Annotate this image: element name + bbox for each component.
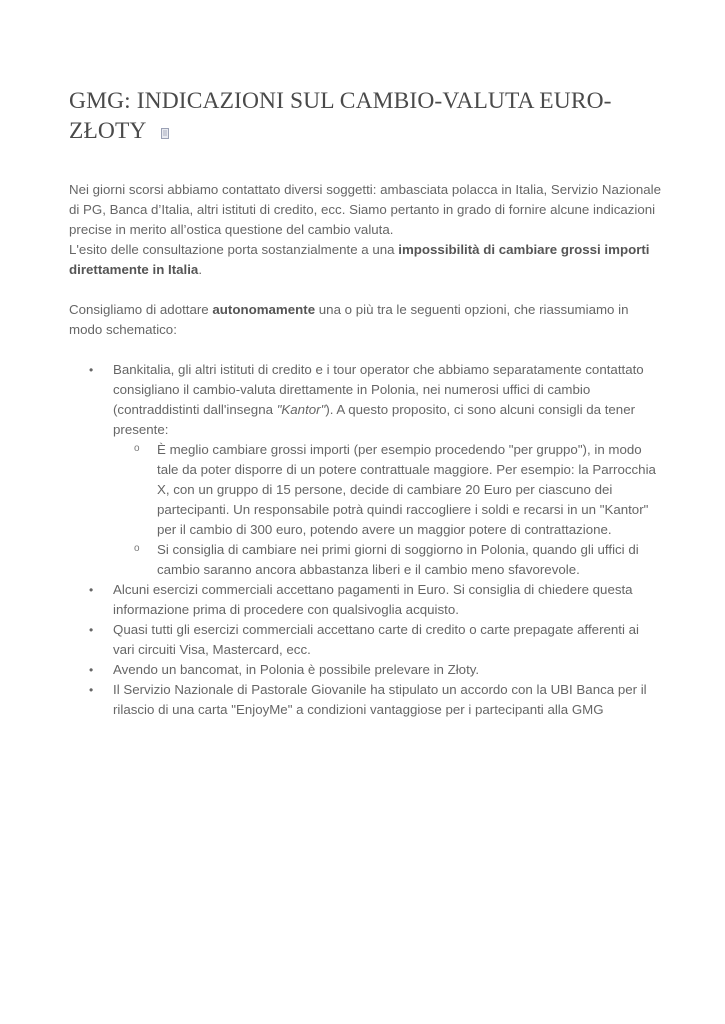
consultation-bold: impossibilità di cambiare grossi importi direttamente in Italia bbox=[69, 242, 650, 277]
bullet-1-italic: "Kantor" bbox=[276, 402, 326, 417]
list-item bbox=[69, 360, 661, 580]
sub-list-item: o È meglio cambiare grossi importi (per esempio procedendo "per gruppo"), in modo tale da poter disporre di un potere contrattuale maggiore. Per esempio: la Parrocchia X, con un gruppo di 15 persone, decide di cambiare 20 Euro per ciascuno dei partecipanti. Un responsabile potrà quindi raccogliere i soldi e recarsi in un "Kantor" per il cambio di 300 euro, potendo avere un maggior potere di contrattazione. bbox=[113, 440, 661, 540]
page-title bbox=[69, 86, 661, 146]
advice-bold: autonomamente bbox=[212, 302, 316, 317]
options-list bbox=[69, 360, 661, 720]
document-page bbox=[69, 86, 661, 720]
consultation-end: . bbox=[198, 262, 203, 277]
title-line-2: ZŁOTY bbox=[69, 118, 147, 144]
consultation-text: L'esito delle consultazione porta sostanzialmente a una bbox=[69, 242, 399, 257]
consultation-paragraph bbox=[69, 240, 661, 280]
title-line-1: GMG: INDICAZIONI SUL CAMBIO-VALUTA EURO- bbox=[69, 88, 612, 114]
advice-end: una o più tra le seguenti opzioni, che riassumiamo in modo schematico: bbox=[69, 302, 629, 337]
document-icon[interactable] bbox=[161, 117, 169, 128]
bullet-1-end: ). A questo proposito, ci sono alcuni consigli da tener presente: bbox=[113, 402, 636, 437]
list-item: • Il Servizio Nazionale di Pastorale Giovanile ha stipulato un accordo con la UBI Banca per il rilascio di una carta "EnjoyMe" a condizioni vantaggiose per i partecipanti alla GMG bbox=[69, 680, 661, 720]
advice-paragraph bbox=[69, 300, 661, 340]
list-item: • Quasi tutti gli esercizi commerciali accettano carte di credito o carte prepagate afferenti ai vari circuiti Visa, Mastercard, ecc. bbox=[69, 620, 661, 660]
list-item: • Avendo un bancomat, in Polonia è possibile prelevare in Złoty. bbox=[69, 660, 661, 680]
list-item: • Alcuni esercizi commerciali accettano pagamenti in Euro. Si consiglia di chiedere questa informazione prima di procedere con qualsivoglia acquisto. bbox=[69, 580, 661, 620]
advice-text: Consigliamo di adottare bbox=[69, 302, 213, 317]
sub-list-item: o Si consiglia di cambiare nei primi giorni di soggiorno in Polonia, quando gli uffici di cambio saranno ancora abbastanza liberi e il cambio meno sfavorevole. bbox=[113, 540, 661, 580]
intro-paragraph: Nei giorni scorsi abbiamo contattato diversi soggetti: ambasciata polacca in Italia, Servizio Nazionale di PG, Banca d’Italia, altri istituti di credito, ecc. Siamo pertanto in grado di fornire alcune indicazioni precise in merito all’ostica questione del cambio valuta. bbox=[69, 182, 662, 237]
sub-list bbox=[113, 440, 661, 580]
bullet-1-text: Bankitalia, gli altri istituti di credito e i tour operator che abbiamo separatamente contattato consigliano il cambio-valuta direttamente in Polonia, nei numerosi uffici di cambio (contraddistinti dall'insegna bbox=[113, 362, 644, 417]
